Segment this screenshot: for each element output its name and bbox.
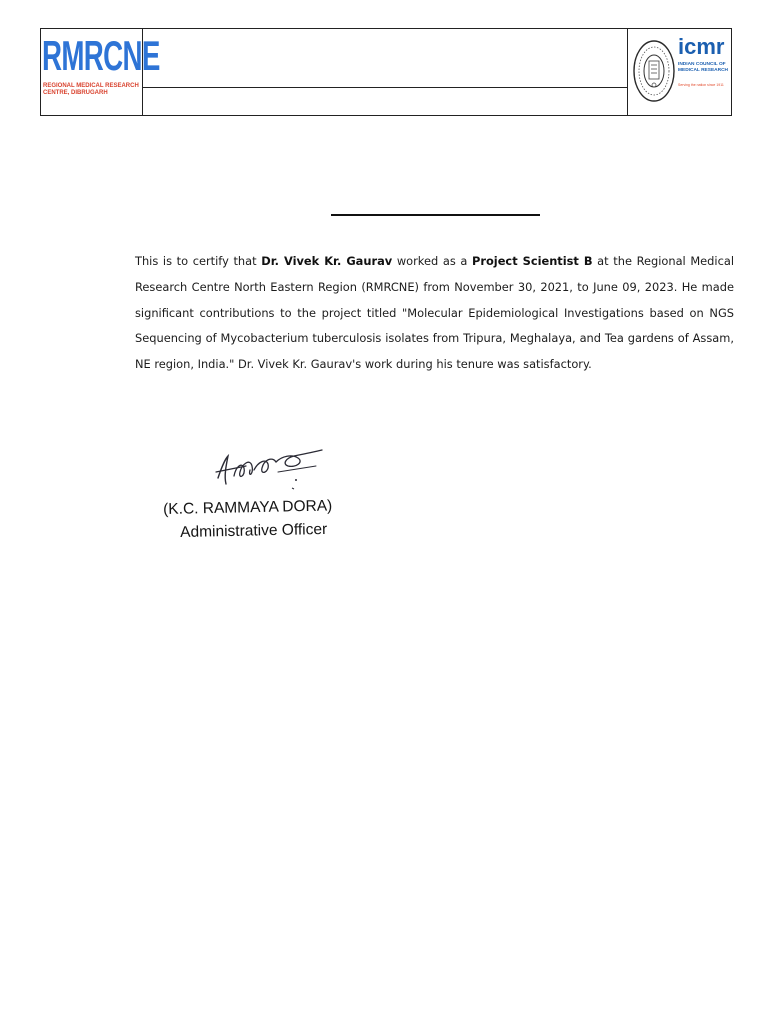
letterhead-subtitle-cell — [143, 88, 627, 115]
body-intro: This is to certify that — [135, 254, 262, 268]
icmr-logo-subtitle: INDIAN COUNCIL OF MEDICAL RESEARCH — [678, 62, 729, 73]
icmr-tagline: Serving the nation since 1911 — [678, 83, 724, 87]
icmr-logo: icmr — [678, 34, 725, 59]
handwritten-signature — [212, 436, 332, 496]
employee-name: Dr. Vivek Kr. Gaurav — [261, 254, 393, 268]
letterhead-title-cell — [143, 29, 627, 88]
signatory-title: Administrative Officer — [180, 520, 328, 541]
employee-role: Project Scientist B — [472, 254, 593, 268]
signatory-name: (K.C. RAMMAYA DORA) — [163, 497, 333, 518]
letterhead-table — [40, 28, 732, 116]
rmrcne-logo-cell — [41, 29, 160, 115]
emblem-seal-icon — [632, 39, 676, 103]
certificate-body — [135, 249, 734, 378]
icmr-logo-cell — [627, 29, 731, 115]
rmrcne-logo-subtitle: REGIONAL MEDICAL RESEARCH CENTRE, DIBRUGARH — [43, 83, 139, 96]
body-details: at the Regional Medical Research Centre North Eastern Region (RMRCNE) from November 30, 2021, to June 09, 2023. He made significant contributions to the project titled "Molecular Epidemiological Investigations based on NGS Sequencing of Mycobacterium tuberculosis isolates from Tripura, Meghalaya, and Tea gardens of Assam, NE region, India." Dr. Vivek Kr. Gaurav's work during his tenure was satisfactory. — [135, 254, 734, 372]
title-underline — [331, 214, 540, 216]
body-connector: worked as a — [392, 254, 473, 268]
rmrcne-logo: RMRCNE — [42, 32, 160, 79]
